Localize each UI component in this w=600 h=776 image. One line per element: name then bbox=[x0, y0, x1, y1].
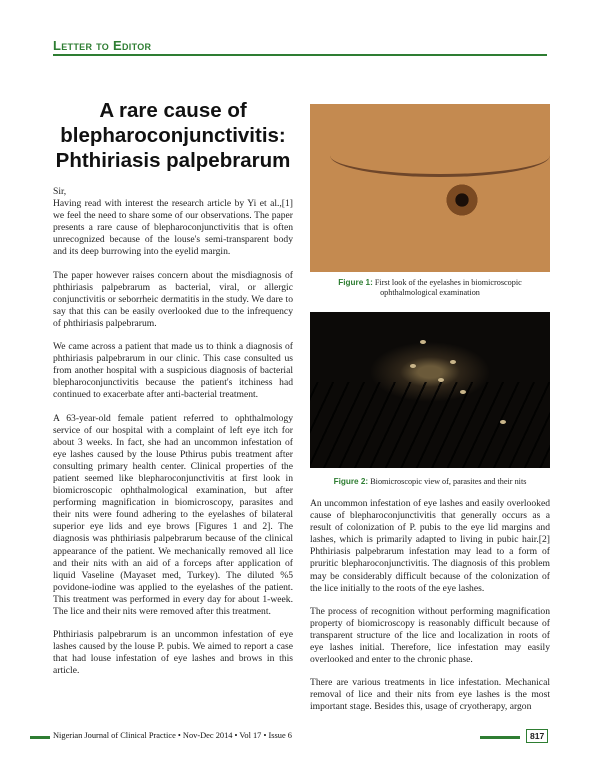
left-column bbox=[53, 186, 293, 688]
header-rule bbox=[53, 54, 547, 56]
nit-marker bbox=[438, 378, 444, 382]
paragraph-1: Having read with interest the research article by Yi et al.,[1] we feel the need to share some of our observations. The paper presents a rare cause of blepharoconjunctivitis that is often unrecognized because of the louse's semi-transparent body and its deep burrowing into the eyelid margin. bbox=[53, 198, 293, 258]
figure-2-caption bbox=[310, 477, 550, 487]
figure-1-caption bbox=[310, 278, 550, 298]
footer-rule-right bbox=[480, 736, 520, 739]
footer-journal: Nigerian Journal of Clinical Practice • Nov-Dec 2014 • Vol 17 • Issue 6 bbox=[53, 731, 292, 740]
paragraph-4: A 63-year-old female patient referred to ophthalmology service of our hospital with a complaint of left eye itch for about 3 weeks. In fact, she had an uncommon infestation of eye lashes caused by the louse Pthirus pubis treatment after consulting primary health center. Clinical properties of the patient seemed like blepharoconjunctivitis at first look in biomicroscopic ophthalmological examination, but after performing magnification in biomicroscopy, parasites and their nits were found adhering to the eyelashes of bilateral superior eye lids and eye brows [Figures 1 and 2]. The diagnosis was phthiriasis palpebrarum because of the clinical appearance of the patient. We mechanically removed all lice and their nits with an aid of a forceps after application of liquid Vaseline (Mayaset med, Turkey). The diluted %5 povidone-iodine was applied to the eyelashes of the patient. This treatment was performed in every day for about 1-week. The lice and their nits were removed after this treatment. bbox=[53, 412, 293, 617]
section-label: Letter to Editor bbox=[53, 38, 152, 53]
right-paragraph-3: There are various treatments in lice infestation. Mechanical removal of lice and their nits from eye lashes is the most important stage. Besides this, usage of cryotherapy, argon bbox=[310, 677, 550, 713]
salutation: Sir, bbox=[53, 186, 67, 197]
paragraph-3: We came across a patient that made us to think a diagnosis of phthiriasis palpebrarum in our clinic. This case consulted us from another hospital with a suspicious diagnosis of bacterial blepharoconjunctivitis because the patient's itchiness had continued to exacerbate after anti-bacterial treatment. bbox=[53, 341, 293, 401]
nit-marker bbox=[450, 360, 456, 364]
nit-marker bbox=[500, 420, 506, 424]
article-title bbox=[53, 98, 293, 173]
figure-1-eye-photo bbox=[310, 104, 550, 272]
right-paragraph-2: The process of recognition without performing magnification property of biomicroscopy is reasonably difficult because of transparent structure of the lice and localization in roots of eye lashes initial. Therefore, lice infestation may easily overlooked and enter to the chronic phase. bbox=[310, 605, 550, 666]
paragraph-5: Phthiriasis palpebrarum is an uncommon infestation of eye lashes caused by the louse P. pubis. We aimed to report a case that had louse infestation of eye lashes and brows in this article. bbox=[53, 629, 293, 677]
page-number: 817 bbox=[526, 729, 548, 743]
paragraph-2: The paper however raises concern about the misdiagnosis of phthiriasis palpebrarum as bacterial, viral, or allergic conjunctivitis or seborrheic dermatitis in the study. We dare to say that this can be easily overlooked due to the infrequency of phthiriasis palpebrarum. bbox=[53, 269, 293, 329]
right-paragraph-1: An uncommon infestation of eye lashes and easily overlooked cause of blepharoconjunctivitis that generally occurs as a result of colonization of P. pubis to the eye lid margins and lashes, which is primarily adapted to living in pubic hair.[2] Phthiriasis palpebrarum infestation may lead to a form of pruritic blepharoconjunctivitis. The diagnosis of this problem may be considerably difficult because of the colonization of the lice initially to the roots of the eye lashes. bbox=[310, 498, 550, 594]
right-column bbox=[310, 498, 550, 725]
title-line-1: A rare cause of bbox=[99, 99, 247, 122]
eyelid-shape bbox=[330, 134, 550, 177]
nit-marker bbox=[410, 364, 416, 368]
title-line-2: blepharoconjunctivitis: bbox=[60, 124, 286, 147]
figure-2-label: Figure 2: bbox=[333, 477, 369, 486]
footer-rule-left bbox=[30, 736, 50, 739]
figure-2-caption-text: Biomicroscopic view of, parasites and their nits bbox=[370, 477, 527, 486]
eyelashes-texture bbox=[310, 382, 550, 468]
nit-marker bbox=[420, 340, 426, 344]
figure-1-label: Figure 1: bbox=[338, 278, 373, 287]
title-line-3: Phthiriasis palpebrarum bbox=[55, 149, 291, 172]
nit-marker bbox=[460, 390, 466, 394]
figure-2-lashes-photo bbox=[310, 312, 550, 468]
figure-1-caption-text: First look of the eyelashes in biomicroscopic ophthalmological examination bbox=[374, 278, 522, 297]
